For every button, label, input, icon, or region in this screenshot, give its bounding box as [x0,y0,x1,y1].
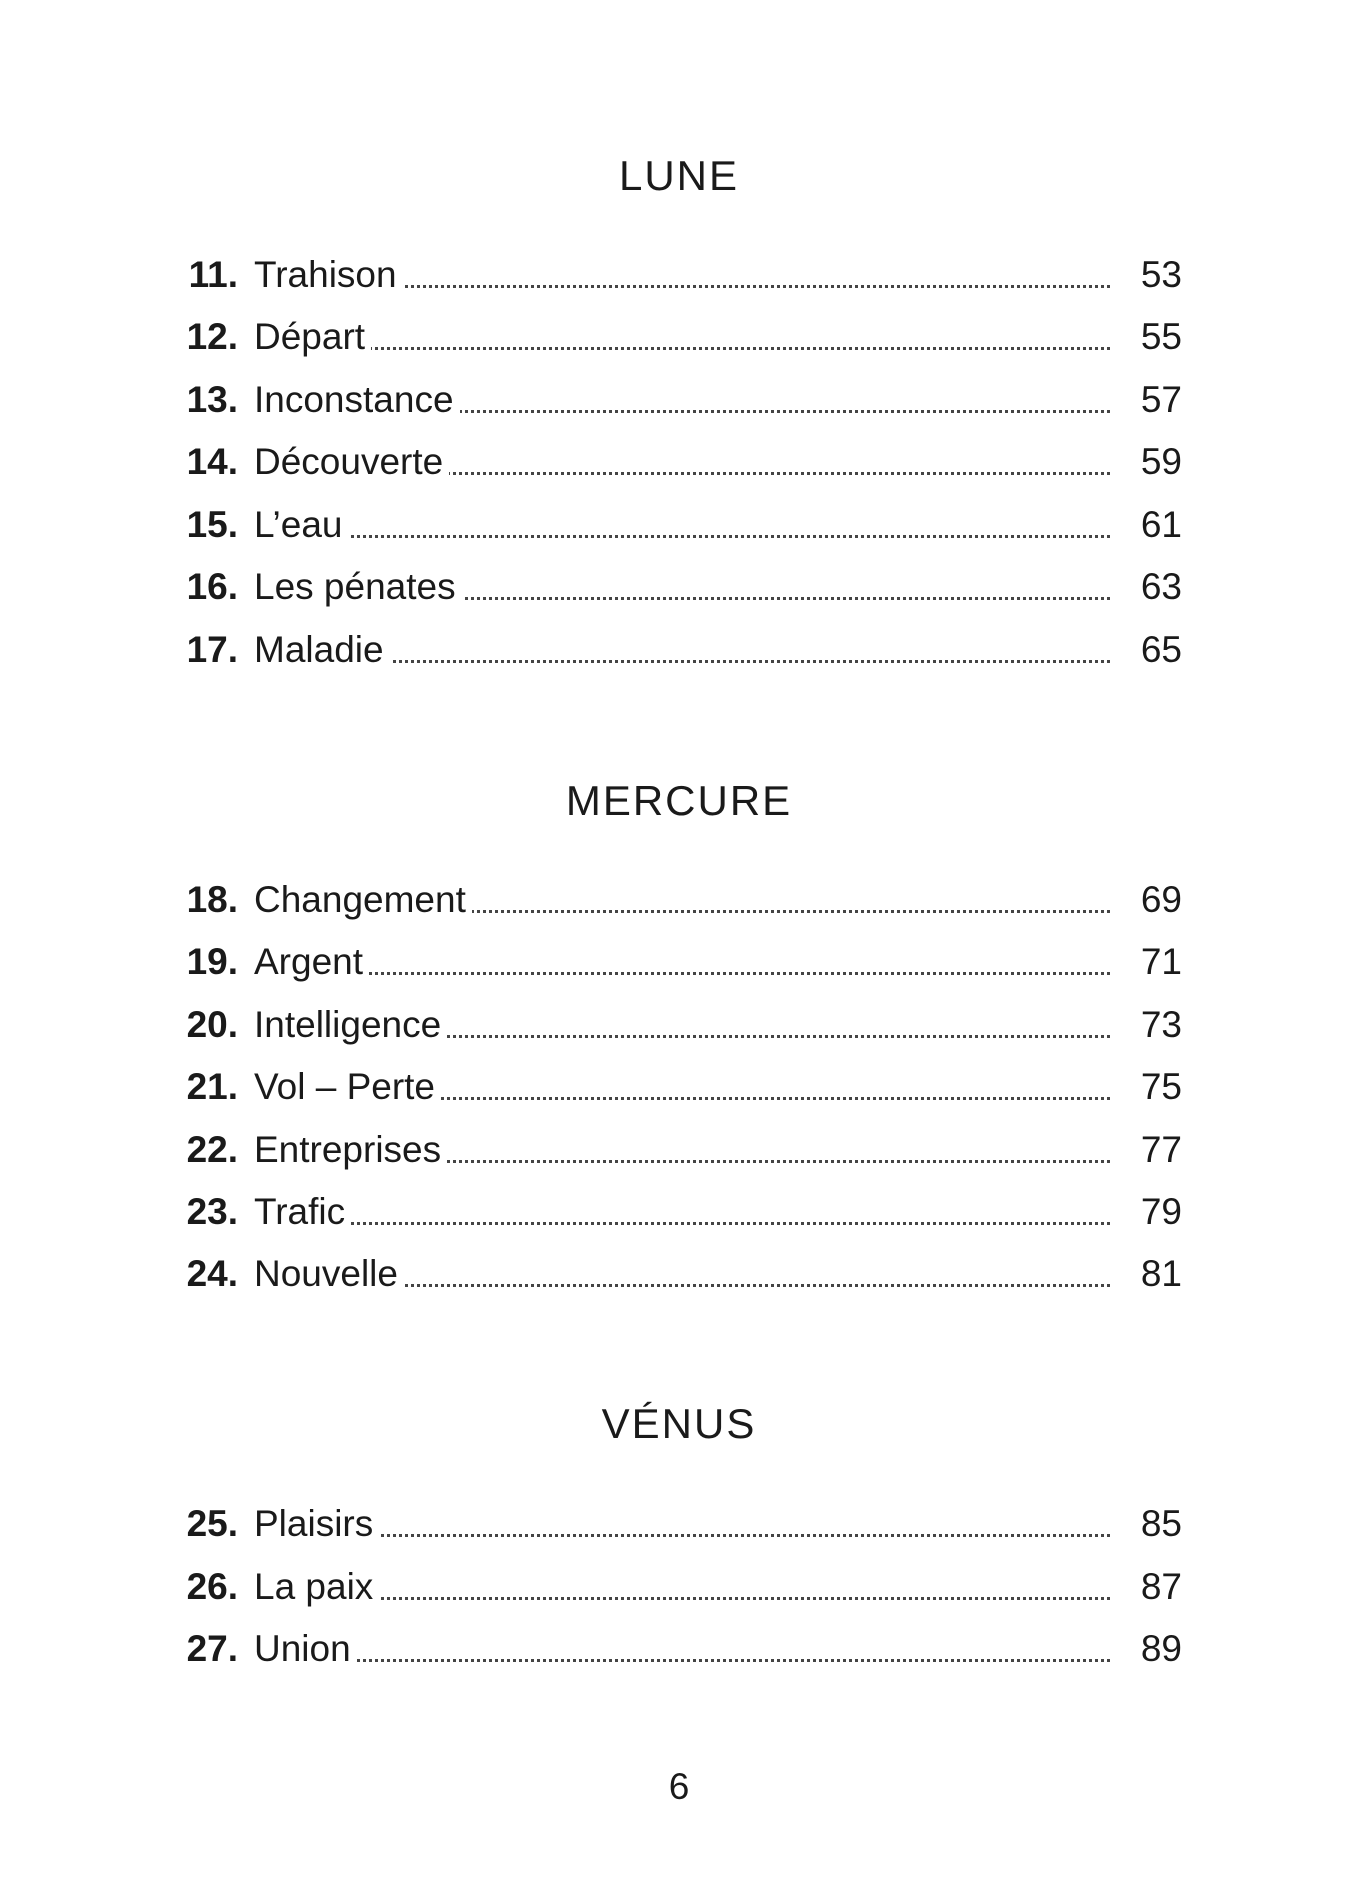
toc-entry[interactable] [0,1186,1358,1238]
entry-number: 18. [186,879,238,920]
entry-page-number: 69 [1140,879,1182,920]
entry-page-number: 81 [1140,1253,1182,1294]
entry-page-number: 65 [1140,629,1182,670]
entry-page-number: 57 [1140,379,1182,420]
toc-entry[interactable] [0,436,1358,488]
entry-page-number: 71 [1140,941,1182,982]
toc-entry[interactable] [0,1061,1358,1113]
entry-number: 27. [186,1628,238,1669]
entry-number: 26. [186,1566,238,1607]
entry-number: 12. [186,316,238,357]
entry-number: 24. [186,1253,238,1294]
entry-page-number: 79 [1140,1191,1182,1232]
entry-label: Argent [254,941,369,982]
entry-number: 13. [186,379,238,420]
entry-number: 20. [186,1004,238,1045]
entry-number: 23. [186,1191,238,1232]
toc-entry[interactable] [0,936,1358,988]
entry-label: Intelligence [254,1004,447,1045]
toc-entry[interactable] [0,1623,1358,1675]
toc-entry[interactable] [0,374,1358,426]
entry-number: 25. [186,1503,238,1544]
toc-entry[interactable] [0,1498,1358,1550]
entry-number: 21. [186,1066,238,1107]
entry-page-number: 61 [1140,504,1182,545]
toc-entry[interactable] [0,999,1358,1051]
entry-page-number: 53 [1140,254,1182,295]
toc-entry[interactable] [0,311,1358,363]
toc-entry[interactable] [0,561,1358,613]
entry-label: Vol – Perte [254,1066,441,1107]
entry-label: Trafic [254,1191,351,1232]
entry-label: Entreprises [254,1129,447,1170]
entry-number: 22. [186,1129,238,1170]
entry-label: Les pénates [254,566,462,607]
toc-entry[interactable] [0,1124,1358,1176]
toc-entry[interactable] [0,874,1358,926]
entry-label: Changement [254,879,472,920]
entry-page-number: 85 [1140,1503,1182,1544]
toc-entry[interactable] [0,1561,1358,1613]
section-title-lune: LUNE [618,152,740,199]
entry-page-number: 73 [1140,1004,1182,1045]
entry-page-number: 87 [1140,1566,1182,1607]
entry-label: Départ [254,316,371,357]
entry-page-number: 89 [1140,1628,1182,1669]
toc-entry[interactable] [0,499,1358,551]
toc-entry[interactable] [0,1248,1358,1300]
page-number: 6 [668,1766,690,1807]
entry-label: Plaisirs [254,1503,379,1544]
entry-page-number: 55 [1140,316,1182,357]
toc-entry[interactable] [0,249,1358,301]
section-title-mercure: MERCURE [565,777,793,824]
toc-entry[interactable] [0,624,1358,676]
entry-label: Maladie [254,629,390,670]
entry-page-number: 75 [1140,1066,1182,1107]
entry-number: 16. [186,566,238,607]
entry-page-number: 77 [1140,1129,1182,1170]
entry-number: 14. [186,441,238,482]
entry-number: 19. [186,941,238,982]
entry-number: 17. [186,629,238,670]
entry-label: La paix [254,1566,379,1607]
entry-label: Nouvelle [254,1253,404,1294]
entry-label: L’eau [254,504,349,545]
entry-number: 15. [186,504,238,545]
section-title-venus: VÉNUS [601,1400,757,1447]
entry-label: Trahison [254,254,403,295]
entry-page-number: 59 [1140,441,1182,482]
entry-label: Union [254,1628,357,1669]
entry-label: Inconstance [254,379,460,420]
entry-number: 11. [188,254,238,295]
entry-page-number: 63 [1140,566,1182,607]
entry-label: Découverte [254,441,449,482]
